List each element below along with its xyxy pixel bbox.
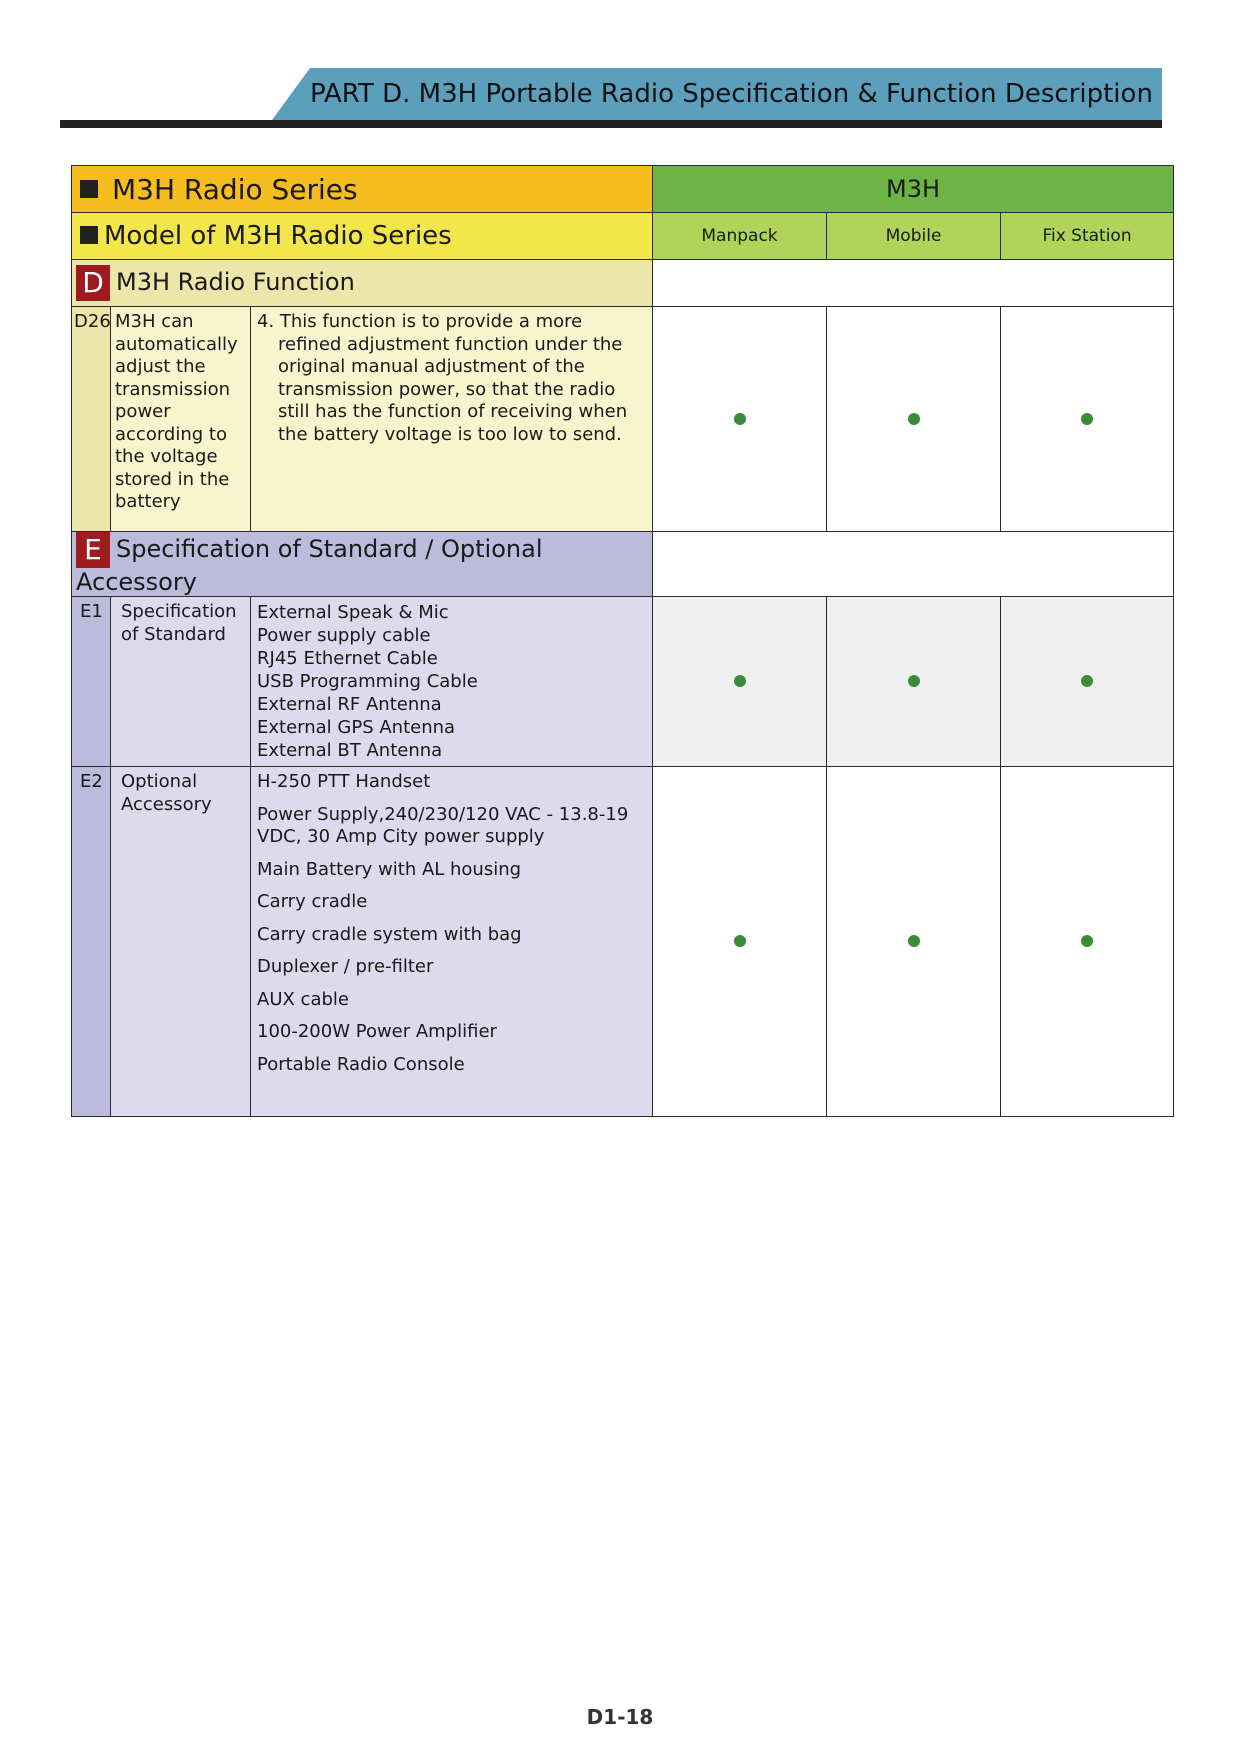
page-title: PART D. M3H Portable Radio Specification & Function Description [310,79,1153,109]
row-name: M3H can automatically adjust the transmission power according to the voltage stored in the battery [111,307,251,532]
supported-dot-icon [1081,675,1093,687]
list-item: External BT Antenna [257,740,443,761]
list-item: Carry cradle [257,891,368,912]
table-row [72,597,1174,767]
supported-dot-icon [908,935,920,947]
support-mobile [827,767,1001,1117]
row-name: Optional Accessory [111,767,251,1117]
section-e-blank [653,532,1174,597]
supported-dot-icon [734,935,746,947]
supported-dot-icon [908,413,920,425]
row-id: E2 [72,767,111,1117]
row-description-cell [251,307,653,532]
section-d-title-cell [72,260,653,307]
section-d-header [72,260,1174,307]
variant-mobile: Mobile [827,213,1001,260]
support-mobile [827,597,1001,767]
list-item: Main Battery with AL housing [257,858,522,880]
list-item: External Speak & Mic [257,602,449,623]
list-item: RJ45 Ethernet Cable [257,648,438,669]
supported-dot-icon [908,675,920,687]
supported-dot-icon [734,413,746,425]
list-item: Carry cradle system with bag [257,923,522,945]
support-manpack [653,597,827,767]
row-id: D26 [72,307,111,532]
list-item: Portable Radio Console [257,1053,465,1075]
page-number: D1-18 [586,1705,654,1729]
standard-accessory-list [251,597,653,767]
section-d-blank [653,260,1174,307]
section-e-letter: E [76,532,110,568]
supported-dot-icon [734,675,746,687]
support-mobile [827,307,1001,532]
spec-table [71,165,1174,1117]
variant-fix-station: Fix Station [1001,213,1174,260]
list-item: External RF Antenna [257,694,442,715]
section-e-title: Specification of Standard / Optional Accessory [76,535,543,596]
row-name: Specification of Standard [111,597,251,767]
row-id: E1 [72,597,111,767]
optional-accessory-list [251,767,653,1117]
supported-dot-icon [1081,413,1093,425]
list-item: 100-200W Power Amplifier [257,1021,497,1042]
supported-dot-icon [1081,935,1093,947]
variant-manpack: Manpack [653,213,827,260]
table-row [72,307,1174,532]
list-item: Power Supply,240/230/120 VAC - 13.8-19 VDC, 30 Amp City power supply [257,803,629,847]
model-label: Model of M3H Radio Series [104,221,452,251]
product-header: M3H [653,166,1174,213]
square-bullet-icon [80,226,98,244]
row-description: 4. This function is to provide a more refined adjustment function under the original manual adjustment of the transmission power, so that the radio still has the function of receiving when the battery voltage is too low to send. [257,311,628,445]
model-row [72,213,1174,260]
list-item: H-250 PTT Handset [257,771,431,792]
header-rule [60,120,1162,128]
section-d-title: M3H Radio Function [116,268,355,296]
list-item: USB Programming Cable [257,671,478,692]
list-item: Power supply cable [257,625,431,646]
series-label-cell [72,166,653,213]
section-e-header [72,532,1174,597]
series-label: M3H Radio Series [112,172,358,206]
support-manpack [653,307,827,532]
model-label-cell [72,213,653,260]
section-d-letter: D [76,265,110,301]
square-bullet-icon [80,180,98,198]
support-fix-station [1001,597,1174,767]
series-row [72,166,1174,213]
list-item: External GPS Antenna [257,717,456,738]
list-item: Duplexer / pre-filter [257,956,434,977]
support-fix-station [1001,307,1174,532]
support-manpack [653,767,827,1117]
support-fix-station [1001,767,1174,1117]
table-row [72,767,1174,1117]
list-item: AUX cable [257,988,349,1010]
section-e-title-cell [72,532,653,597]
